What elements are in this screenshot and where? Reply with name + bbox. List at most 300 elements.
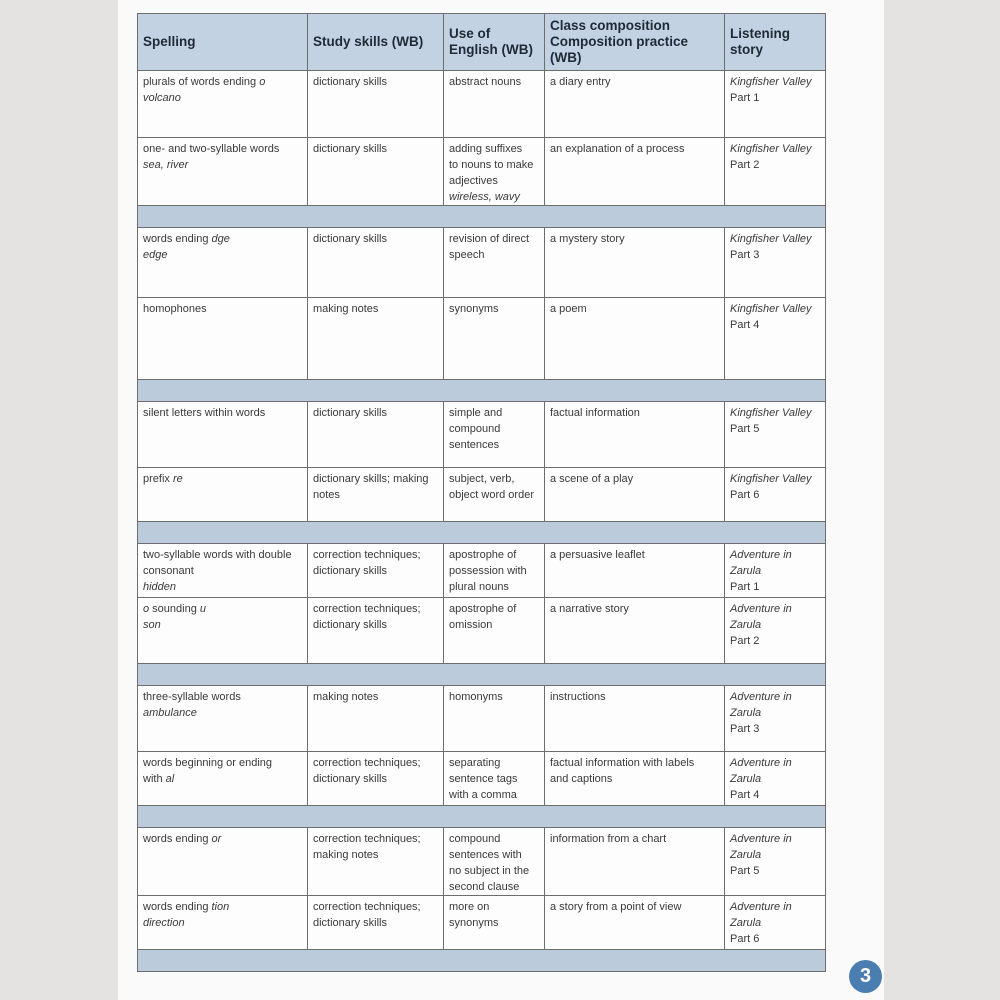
cell-line [550, 405, 719, 421]
plain-text: and captions [550, 773, 613, 785]
cell-listening-story [725, 828, 826, 896]
cell-class-composition [545, 544, 725, 598]
plain-text: synonyms [449, 917, 499, 929]
plain-text: abstract nouns [449, 76, 522, 88]
italic-text: Adventure in [730, 549, 792, 561]
cell-line [313, 301, 438, 317]
cell-use-of-english [444, 828, 545, 896]
table-body [138, 71, 826, 972]
table-row [138, 71, 826, 138]
italic-text: Kingfisher Valley [730, 473, 812, 485]
cell-use-of-english [444, 598, 545, 664]
italic-text: son [143, 619, 161, 631]
table-row [138, 598, 826, 664]
cell-line [730, 689, 820, 705]
italic-text: al [165, 773, 175, 785]
plain-text: subject, verb, [449, 473, 515, 485]
cell-line [730, 847, 820, 863]
cell-line [550, 301, 719, 317]
header-use-of-english: Use of English (WB) [444, 14, 545, 71]
cell-line [730, 915, 820, 931]
plain-text: revision of direct [449, 233, 530, 245]
plain-text: sentences with [449, 849, 522, 861]
cell-line [730, 633, 820, 649]
page-number-badge: 3 [849, 960, 882, 993]
cell-use-of-english [444, 298, 545, 380]
plain-text: synonyms [449, 303, 499, 315]
cell-line [449, 601, 539, 617]
cell-line [313, 141, 438, 157]
cell-study-skills [308, 544, 444, 598]
separator-bar [138, 206, 826, 228]
cell-line [449, 247, 539, 263]
cell-line [550, 74, 719, 90]
cell-spelling [138, 896, 308, 950]
cell-spelling [138, 686, 308, 752]
plain-text: dictionary skills [313, 565, 387, 577]
cell-line [550, 231, 719, 247]
cell-line [313, 847, 438, 863]
cell-line [313, 487, 438, 503]
italic-text: or [211, 833, 222, 845]
cell-line [143, 755, 302, 771]
plain-text: simple and [449, 407, 503, 419]
cell-line [449, 421, 539, 437]
cell-line [313, 74, 438, 90]
cell-line [449, 617, 539, 633]
italic-text: Adventure in [730, 901, 792, 913]
plain-text: Part 2 [730, 635, 760, 647]
italic-text: dge [211, 233, 230, 245]
cell-line [449, 689, 539, 705]
plain-text: information from a chart [550, 833, 667, 845]
section-separator [138, 380, 826, 402]
plain-text: compound [449, 833, 501, 845]
italic-text: hidden [143, 581, 177, 593]
cell-spelling [138, 402, 308, 468]
italic-text: Zarula [730, 707, 762, 719]
cell-line [550, 831, 719, 847]
cell-line [449, 301, 539, 317]
cell-line [449, 579, 539, 595]
table-row [138, 752, 826, 806]
cell-line [313, 689, 438, 705]
separator-bar [138, 806, 826, 828]
section-separator [138, 950, 826, 972]
cell-line [730, 563, 820, 579]
italic-text: Adventure in [730, 833, 792, 845]
plain-text: dictionary skills; making [313, 473, 429, 485]
plain-text: a scene of a play [550, 473, 634, 485]
cell-line [550, 141, 719, 157]
plain-text: notes [313, 489, 340, 501]
separator-bar [138, 380, 826, 402]
cell-spelling [138, 544, 308, 598]
section-separator [138, 806, 826, 828]
cell-line [143, 563, 302, 579]
plain-text: words ending [143, 233, 212, 245]
plain-text: silent letters within words [143, 407, 266, 419]
cell-line [449, 157, 539, 173]
cell-line [730, 487, 820, 503]
cell-line [449, 189, 539, 205]
cell-listening-story [725, 544, 826, 598]
plain-text: second clause [449, 881, 520, 893]
plain-text: correction techniques; [313, 549, 421, 561]
cell-line [730, 421, 820, 437]
cell-study-skills [308, 298, 444, 380]
cell-spelling [138, 752, 308, 806]
plain-text: making notes [313, 303, 379, 315]
plain-text: dictionary skills [313, 143, 387, 155]
plain-text: plurals of words ending [143, 76, 260, 88]
cell-line [730, 755, 820, 771]
cell-line [313, 601, 438, 617]
cell-line [730, 771, 820, 787]
separator-bar [138, 522, 826, 544]
plain-text: speech [449, 249, 485, 261]
cell-use-of-english [444, 896, 545, 950]
plain-text: dictionary skills [313, 76, 387, 88]
cell-line [143, 231, 302, 247]
cell-class-composition [545, 228, 725, 298]
cell-line [143, 141, 302, 157]
table-row [138, 544, 826, 598]
cell-line [730, 317, 820, 333]
cell-line [143, 705, 302, 721]
cell-line [313, 471, 438, 487]
italic-text: Kingfisher Valley [730, 233, 812, 245]
cell-line [550, 755, 719, 771]
cell-line [143, 74, 302, 90]
curriculum-table-container [137, 13, 825, 972]
plain-text: one- and two-syllable words [143, 143, 280, 155]
plain-text: dictionary skills [313, 917, 387, 929]
plain-text: Part 2 [730, 159, 760, 171]
cell-spelling [138, 468, 308, 522]
italic-text: Adventure in [730, 757, 792, 769]
cell-study-skills [308, 468, 444, 522]
italic-text: Zarula [730, 849, 762, 861]
italic-text: u [199, 603, 207, 615]
cell-line [730, 74, 820, 90]
table-row [138, 298, 826, 380]
cell-spelling [138, 71, 308, 138]
plain-text: omission [449, 619, 493, 631]
plain-text: words beginning or ending [143, 757, 273, 769]
italic-text: edge [143, 249, 168, 261]
plain-text: correction techniques; [313, 901, 421, 913]
cell-line [550, 899, 719, 915]
plain-text: a narrative story [550, 603, 629, 615]
cell-line [143, 579, 302, 595]
cell-study-skills [308, 828, 444, 896]
cell-study-skills [308, 598, 444, 664]
cell-line [143, 247, 302, 263]
cell-line [730, 231, 820, 247]
plain-text: apostrophe of [449, 549, 517, 561]
plain-text: apostrophe of [449, 603, 517, 615]
table-row [138, 686, 826, 752]
cell-spelling [138, 138, 308, 206]
cell-line [143, 689, 302, 705]
section-separator [138, 522, 826, 544]
plain-text: dictionary skills [313, 407, 387, 419]
cell-line [730, 863, 820, 879]
cell-study-skills [308, 752, 444, 806]
plain-text: a diary entry [550, 76, 611, 88]
cell-line [730, 601, 820, 617]
plain-text: a poem [550, 303, 587, 315]
cell-study-skills [308, 896, 444, 950]
plain-text: a mystery story [550, 233, 625, 245]
cell-use-of-english [444, 228, 545, 298]
section-separator [138, 206, 826, 228]
plain-text: Part 5 [730, 423, 760, 435]
cell-line [313, 563, 438, 579]
plain-text: separating [449, 757, 501, 769]
cell-line [550, 547, 719, 563]
plain-text: instructions [550, 691, 606, 703]
cell-line [143, 915, 302, 931]
cell-line [449, 863, 539, 879]
cell-line [730, 157, 820, 173]
header-study-skills: Study skills (WB) [308, 14, 444, 71]
cell-line [550, 601, 719, 617]
cell-line [449, 173, 539, 189]
cell-line [143, 617, 302, 633]
cell-line [730, 705, 820, 721]
plain-text: an explanation of a process [550, 143, 685, 155]
cell-line [550, 471, 719, 487]
cell-listening-story [725, 228, 826, 298]
cell-class-composition [545, 298, 725, 380]
table-row [138, 228, 826, 298]
plain-text: making notes [313, 849, 379, 861]
header-class-composition: Class composition Composition practice (WB) [545, 14, 725, 71]
cell-spelling [138, 828, 308, 896]
italic-text: Zarula [730, 619, 762, 631]
cell-line [143, 301, 302, 317]
cell-line [730, 405, 820, 421]
cell-listening-story [725, 468, 826, 522]
cell-line [449, 879, 539, 895]
cell-use-of-english [444, 402, 545, 468]
plain-text: Part 5 [730, 865, 760, 877]
plain-text: three-syllable words [143, 691, 241, 703]
plain-text: object word order [449, 489, 534, 501]
cell-line [313, 915, 438, 931]
cell-line [143, 899, 302, 915]
separator-bar [138, 950, 826, 972]
plain-text: with [143, 773, 166, 785]
cell-line [449, 563, 539, 579]
plain-text: factual information [550, 407, 640, 419]
cell-line [313, 547, 438, 563]
cell-line [449, 899, 539, 915]
italic-text: Zarula [730, 773, 762, 785]
cell-class-composition [545, 828, 725, 896]
plain-text: words ending [143, 833, 212, 845]
cell-listening-story [725, 402, 826, 468]
plain-text: plural nouns [449, 581, 509, 593]
cell-study-skills [308, 138, 444, 206]
italic-text: Adventure in [730, 691, 792, 703]
cell-line [449, 405, 539, 421]
plain-text: two-syllable words with double [143, 549, 292, 561]
cell-line [313, 617, 438, 633]
section-separator [138, 664, 826, 686]
plain-text: making notes [313, 691, 379, 703]
plain-text: prefix [143, 473, 173, 485]
cell-study-skills [308, 71, 444, 138]
header-row [138, 14, 826, 71]
cell-spelling [138, 228, 308, 298]
italic-text: Kingfisher Valley [730, 76, 812, 88]
cell-class-composition [545, 468, 725, 522]
italic-text: Kingfisher Valley [730, 303, 812, 315]
cell-line [730, 90, 820, 106]
cell-line [143, 831, 302, 847]
plain-text: more on [449, 901, 490, 913]
plain-text: Part 4 [730, 789, 760, 801]
cell-use-of-english [444, 138, 545, 206]
italic-text: Kingfisher Valley [730, 407, 812, 419]
cell-line [313, 231, 438, 247]
cell-line [730, 831, 820, 847]
separator-bar [138, 664, 826, 686]
plain-text: compound [449, 423, 501, 435]
cell-class-composition [545, 402, 725, 468]
plain-text: Part 6 [730, 933, 760, 945]
plain-text: factual information with labels [550, 757, 695, 769]
cell-line [550, 689, 719, 705]
cell-study-skills [308, 228, 444, 298]
plain-text: Part 6 [730, 489, 760, 501]
plain-text: dictionary skills [313, 773, 387, 785]
cell-line [730, 247, 820, 263]
cell-listening-story [725, 598, 826, 664]
italic-text: o [143, 603, 150, 615]
plain-text: Part 4 [730, 319, 760, 331]
cell-line [449, 231, 539, 247]
cell-listening-story [725, 298, 826, 380]
plain-text: possession with [449, 565, 527, 577]
plain-text: dictionary skills [313, 619, 387, 631]
cell-line [730, 721, 820, 737]
cell-line [143, 601, 302, 617]
plain-text: a story from a point of view [550, 901, 682, 913]
cell-line [449, 847, 539, 863]
cell-study-skills [308, 402, 444, 468]
cell-line [143, 405, 302, 421]
italic-text: ambulance [143, 707, 197, 719]
cell-line [449, 74, 539, 90]
cell-line [449, 471, 539, 487]
cell-study-skills [308, 686, 444, 752]
cell-class-composition [545, 896, 725, 950]
cell-line [550, 771, 719, 787]
plain-text: adjectives [449, 175, 498, 187]
cell-listening-story [725, 71, 826, 138]
plain-text: correction techniques; [313, 757, 421, 769]
cell-line [313, 405, 438, 421]
cell-line [449, 547, 539, 563]
cell-line [143, 471, 302, 487]
table-row [138, 468, 826, 522]
cell-line [313, 899, 438, 915]
plain-text: no subject in the [449, 865, 530, 877]
plain-text: homophones [143, 303, 207, 315]
plain-text: homonyms [449, 691, 503, 703]
cell-use-of-english [444, 752, 545, 806]
plain-text: correction techniques; [313, 833, 421, 845]
cell-class-composition [545, 752, 725, 806]
italic-text: direction [143, 917, 185, 929]
cell-class-composition [545, 598, 725, 664]
italic-text: Adventure in [730, 603, 792, 615]
cell-use-of-english [444, 544, 545, 598]
cell-line [730, 931, 820, 947]
plain-text: correction techniques; [313, 603, 421, 615]
cell-line [730, 301, 820, 317]
plain-text: a persuasive leaflet [550, 549, 645, 561]
plain-text: adding suffixes [449, 143, 523, 155]
cell-class-composition [545, 138, 725, 206]
cell-use-of-english [444, 71, 545, 138]
cell-line [449, 787, 539, 803]
italic-text: volcano [143, 92, 181, 104]
cell-line [730, 547, 820, 563]
table-row [138, 896, 826, 950]
cell-use-of-english [444, 686, 545, 752]
table-row [138, 402, 826, 468]
cell-line [313, 831, 438, 847]
plain-text: with a comma [449, 789, 517, 801]
cell-listening-story [725, 752, 826, 806]
plain-text: Part 3 [730, 723, 760, 735]
plain-text: Part 1 [730, 581, 760, 593]
cell-listening-story [725, 138, 826, 206]
cell-class-composition [545, 686, 725, 752]
plain-text: sentences [449, 439, 500, 451]
cell-line [449, 915, 539, 931]
plain-text: Part 3 [730, 249, 760, 261]
cell-listening-story [725, 686, 826, 752]
cell-line [730, 617, 820, 633]
plain-text: to nouns to make [449, 159, 534, 171]
italic-text: o [259, 76, 266, 88]
italic-text: tion [211, 901, 230, 913]
italic-text: wireless, wavy [449, 191, 520, 203]
cell-line [313, 771, 438, 787]
header-spelling: Spelling [138, 14, 308, 71]
cell-line [730, 141, 820, 157]
italic-text: Kingfisher Valley [730, 143, 812, 155]
header-listening-story: Listening story [725, 14, 826, 71]
plain-text: Part 1 [730, 92, 760, 104]
plain-text: consonant [143, 565, 194, 577]
cell-line [143, 90, 302, 106]
cell-line [449, 771, 539, 787]
cell-line [730, 471, 820, 487]
plain-text: sentence tags [449, 773, 518, 785]
cell-line [449, 141, 539, 157]
cell-line [730, 899, 820, 915]
italic-text: sea, river [143, 159, 189, 171]
cell-class-composition [545, 71, 725, 138]
plain-text: dictionary skills [313, 233, 387, 245]
